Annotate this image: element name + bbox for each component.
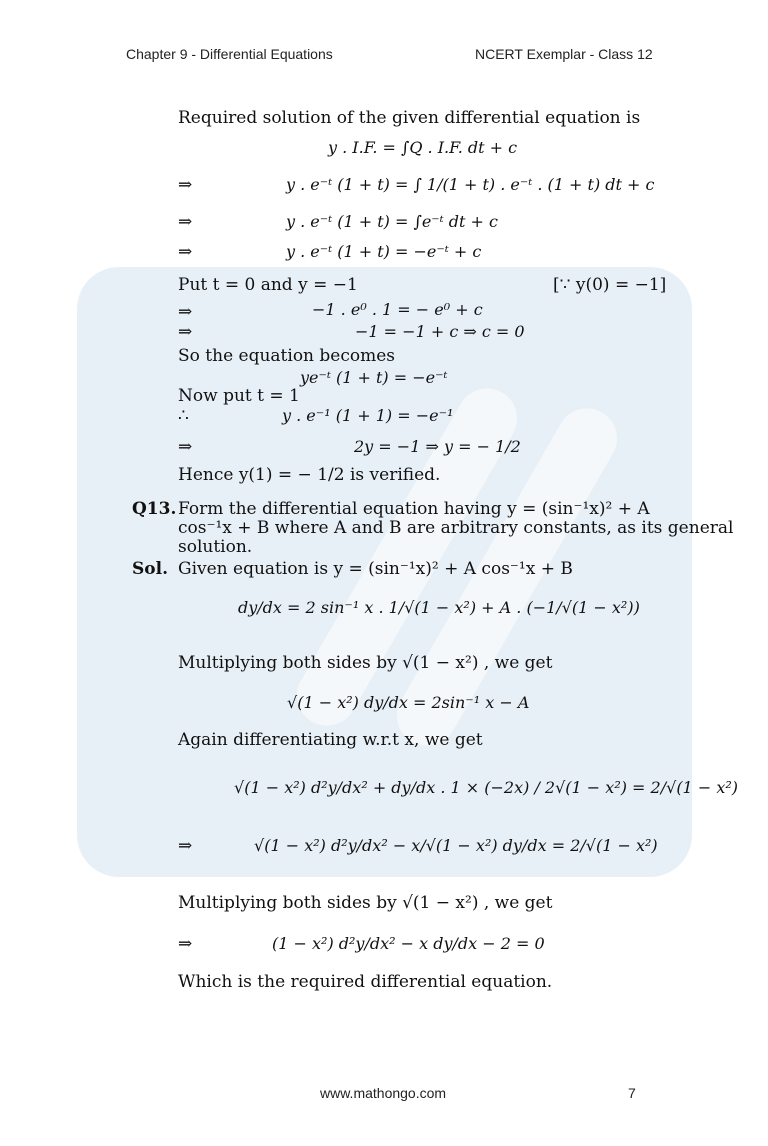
- text-line: Now put t = 1: [178, 386, 300, 406]
- text-line: So the equation becomes: [178, 346, 396, 366]
- text-line: Multiplying both sides by √(1 − x²) , we get: [178, 893, 553, 913]
- text-line: Multiplying both sides by √(1 − x²) , we get: [178, 653, 553, 673]
- page-number: 7: [628, 1085, 636, 1101]
- text-line: Hence y(1) = − 1/2 is verified.: [178, 465, 441, 485]
- equation: y . e⁻¹ (1 + 1) = −e⁻¹: [282, 406, 454, 425]
- text-line: Required solution of the given differential equation is: [178, 108, 641, 128]
- implies-symbol: ⇒: [178, 934, 193, 954]
- equation: y . I.F. = ∫Q . I.F. dt + c: [328, 138, 518, 157]
- equation: dy/dx = 2 sin⁻¹ x . 1/√(1 − x²) + A . (−1/√(1 − x²)): [238, 598, 640, 617]
- implies-symbol: ⇒: [178, 242, 193, 262]
- equation: −1 = −1 + c ⇒ c = 0: [355, 322, 525, 341]
- implies-symbol: ⇒: [178, 322, 193, 342]
- footer-url[interactable]: www.mathongo.com: [320, 1085, 447, 1101]
- equation: √(1 − x²) d²y/dx² − x/√(1 − x²) dy/dx = 2/√(1 − x²): [254, 836, 658, 855]
- question-text: solution.: [178, 537, 253, 557]
- header-book: NCERT Exemplar - Class 12: [475, 46, 653, 62]
- equation: y . e⁻ᵗ (1 + t) = ∫e⁻ᵗ dt + c: [286, 212, 498, 231]
- therefore-symbol: ∴: [178, 406, 189, 426]
- solution-label: Sol.: [132, 559, 168, 579]
- text-line: Again differentiating w.r.t x, we get: [178, 730, 483, 750]
- equation: ye⁻ᵗ (1 + t) = −e⁻ᵗ: [300, 368, 448, 387]
- text-line: Given equation is y = (sin⁻¹x)² + A cos⁻¹x + B: [178, 559, 573, 579]
- question-text: Form the differential equation having y = (sin⁻¹x)² + A: [178, 499, 650, 519]
- implies-symbol: ⇒: [178, 212, 193, 232]
- equation: √(1 − x²) d²y/dx² + dy/dx . 1 × (−2x) / 2√(1 − x²) = 2/√(1 − x²): [234, 778, 738, 797]
- implies-symbol: ⇒: [178, 836, 193, 856]
- equation: −1 . e⁰ . 1 = − e⁰ + c: [312, 300, 483, 319]
- equation: (1 − x²) d²y/dx² − x dy/dx − 2 = 0: [272, 934, 545, 953]
- equation: √(1 − x²) dy/dx = 2sin⁻¹ x − A: [287, 693, 530, 712]
- text-line: Put t = 0 and y = −1: [178, 275, 358, 295]
- header-chapter: Chapter 9 - Differential Equations: [126, 46, 333, 62]
- equation: y . e⁻ᵗ (1 + t) = ∫ 1/(1 + t) . e⁻ᵗ . (1 + t) dt + c: [286, 175, 655, 194]
- implies-symbol: ⇒: [178, 175, 193, 195]
- condition-note: [∵ y(0) = −1]: [553, 275, 667, 295]
- implies-symbol: ⇒: [178, 437, 193, 457]
- equation: 2y = −1 ⇒ y = − 1/2: [354, 437, 521, 456]
- question-text: cos⁻¹x + B where A and B are arbitrary constants, as its general: [178, 518, 734, 538]
- implies-symbol: ⇒: [178, 302, 193, 322]
- text-line: Which is the required differential equation.: [178, 972, 553, 992]
- question-label: Q13.: [132, 499, 177, 519]
- equation: y . e⁻ᵗ (1 + t) = −e⁻ᵗ + c: [286, 242, 482, 261]
